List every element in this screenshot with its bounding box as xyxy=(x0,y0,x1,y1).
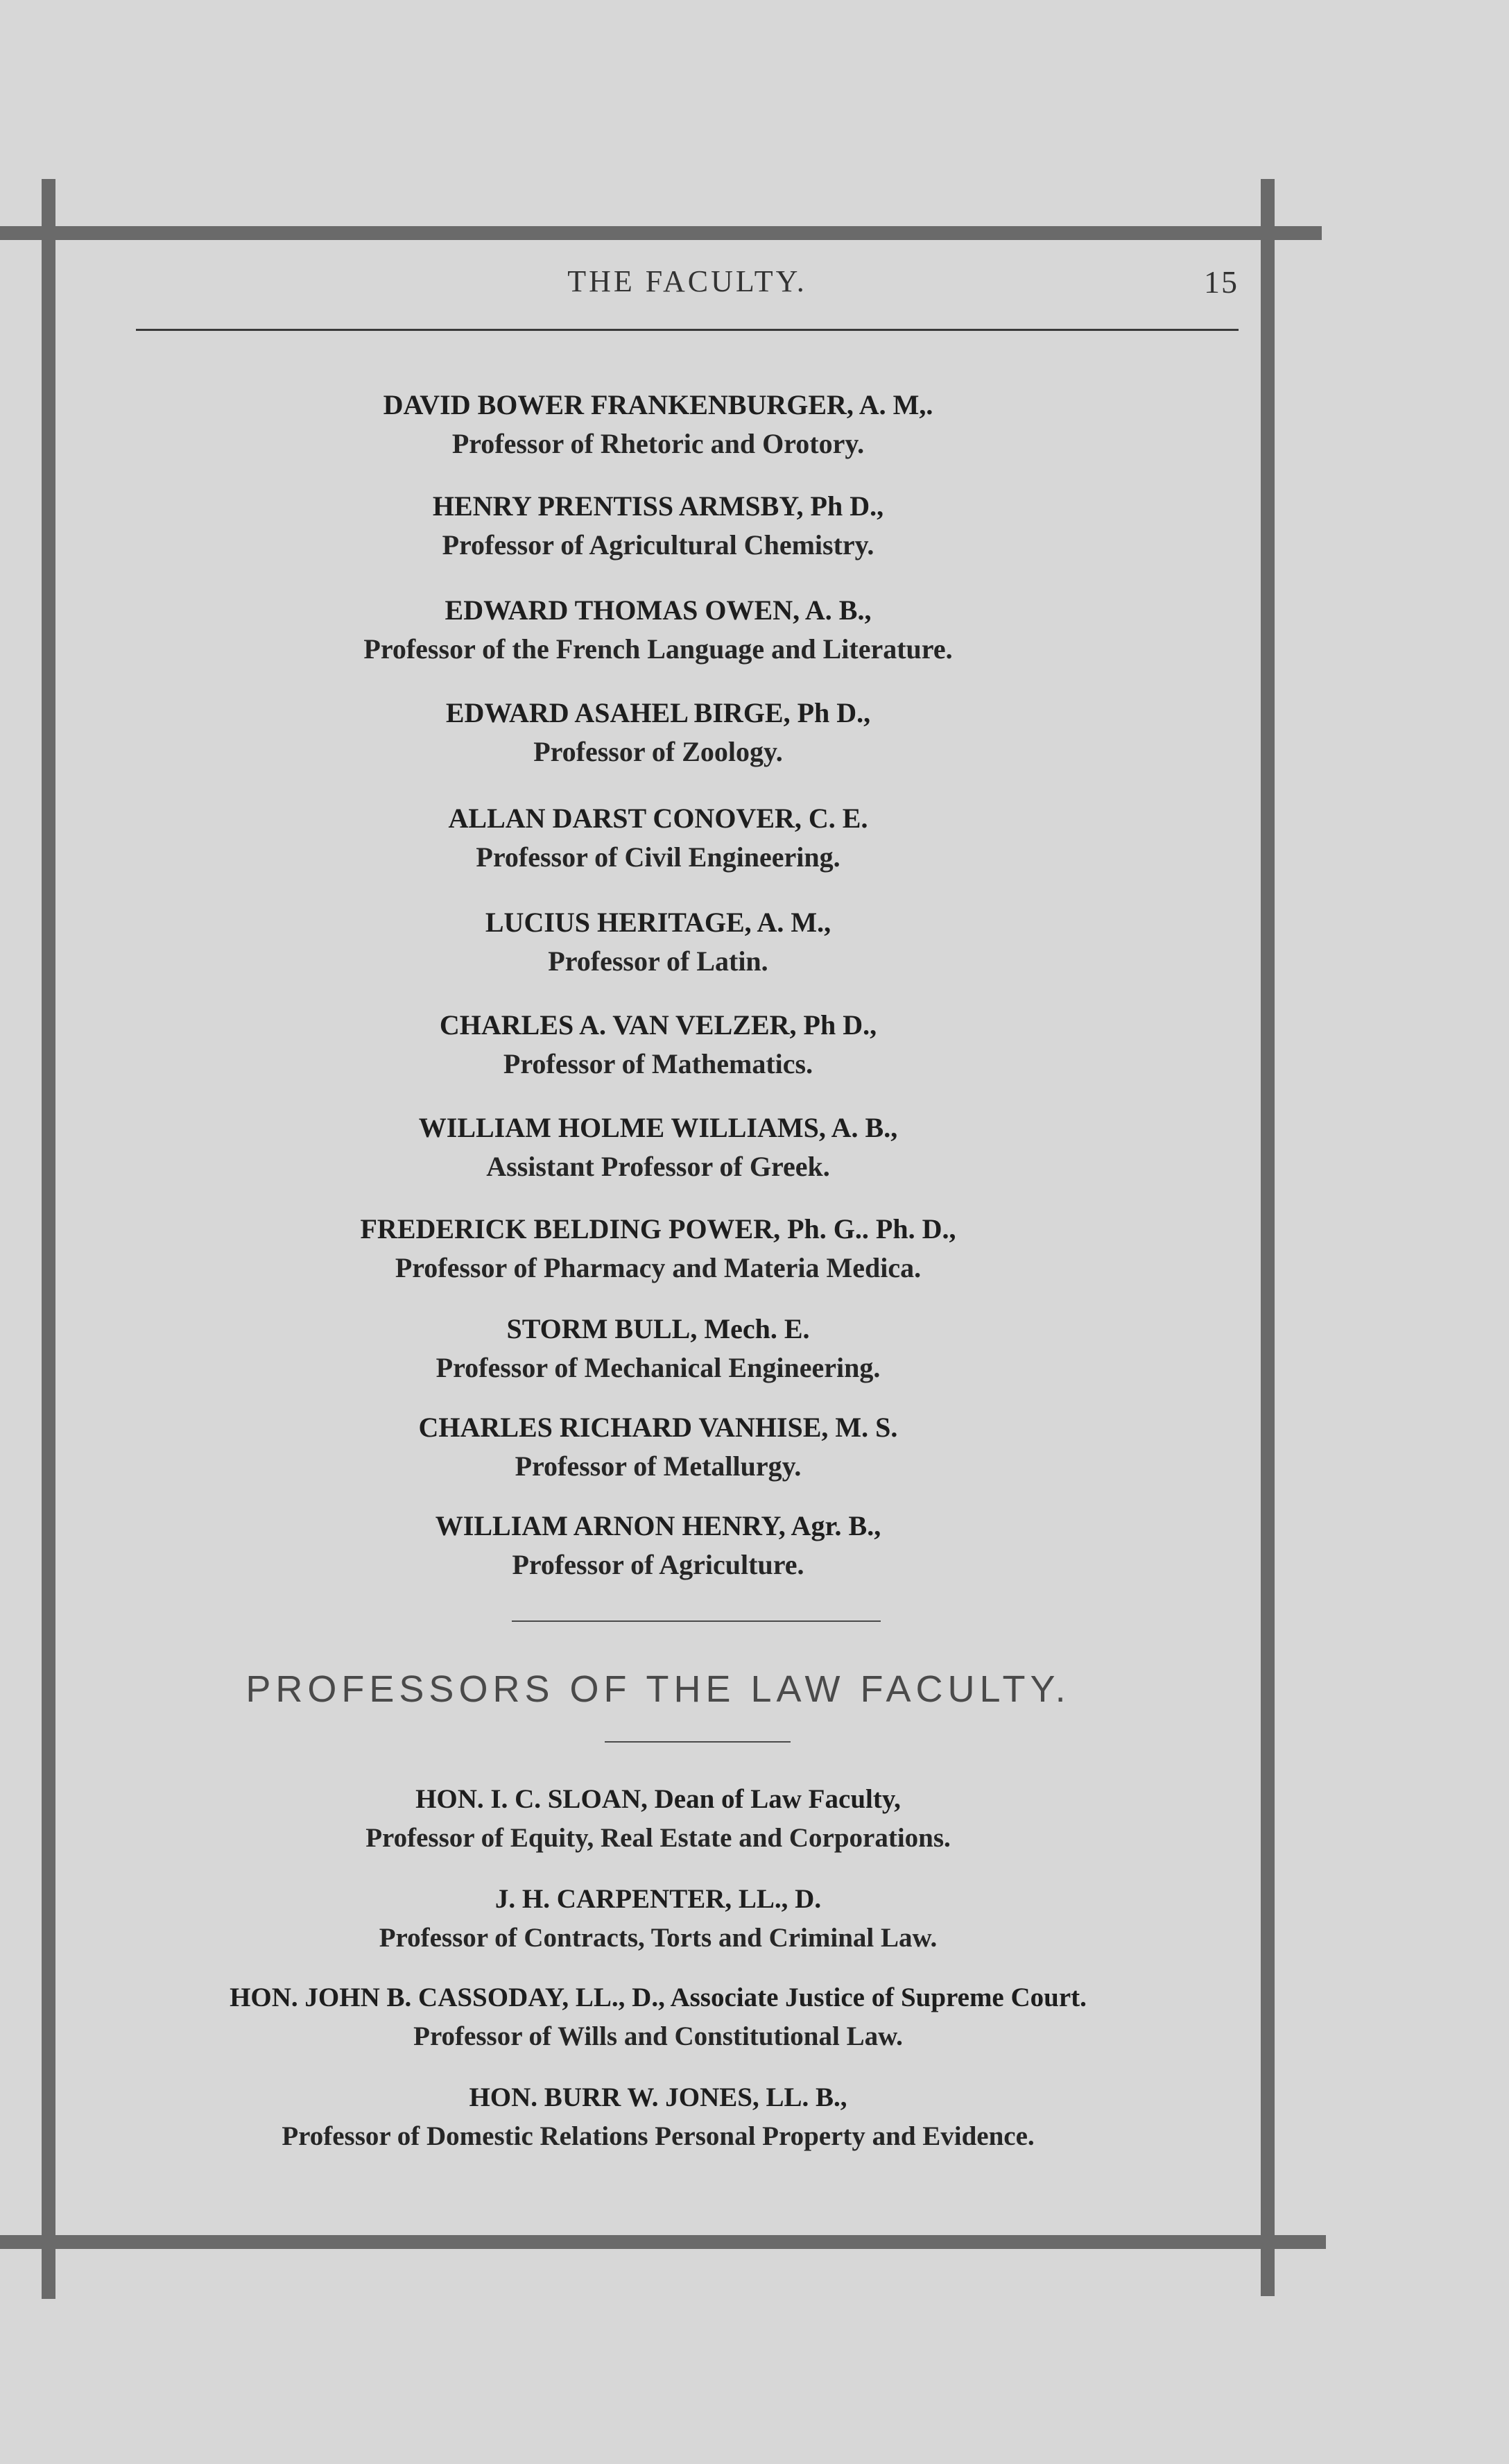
faculty-title: Professor of Pharmacy and Materia Medica. xyxy=(395,1252,922,1283)
faculty-name: EDWARD ASAHEL BIRGE, Ph D., xyxy=(445,697,871,728)
page-header xyxy=(136,264,1239,312)
faculty-entry xyxy=(55,694,1261,771)
faculty-name: STORM BULL, Mech. E. xyxy=(506,1313,810,1344)
faculty-name: FREDERICK BELDING POWER, Ph. G.. Ph. D., xyxy=(360,1213,956,1244)
law-faculty-name: HON. I. C. SLOAN, Dean of Law Faculty, xyxy=(415,1784,901,1814)
faculty-name: WILLIAM HOLME WILLIAMS, A. B., xyxy=(418,1112,898,1143)
frame-rule-bottom xyxy=(0,2235,1326,2249)
faculty-entry xyxy=(55,799,1261,877)
frame-rule-left xyxy=(42,179,55,2299)
faculty-title: Professor of Metallurgy. xyxy=(515,1451,802,1482)
law-faculty-entry xyxy=(55,1880,1261,1958)
faculty-entry xyxy=(55,1006,1261,1084)
faculty-name: LUCIUS HERITAGE, A. M., xyxy=(485,907,831,938)
faculty-entry xyxy=(55,386,1261,463)
faculty-entry xyxy=(55,487,1261,565)
faculty-title: Professor of Rhetoric and Orotory. xyxy=(451,428,865,459)
running-head: THE FACULTY. xyxy=(567,264,807,298)
faculty-title: Professor of Mechanical Engineering. xyxy=(436,1352,881,1383)
law-faculty-entry xyxy=(55,1780,1261,1858)
faculty-name: CHARLES RICHARD VANHISE, M. S. xyxy=(418,1412,898,1443)
law-faculty-title: Professor of Contracts, Torts and Criminal Law. xyxy=(379,1923,938,1953)
faculty-title: Professor of the French Language and Literature. xyxy=(363,633,953,665)
law-faculty-title: Professor of Wills and Constitutional Law. xyxy=(413,2021,903,2051)
law-faculty-name: HON. JOHN B. CASSODAY, LL., D., Associate Justice of Supreme Court. xyxy=(230,1983,1087,2012)
frame-rule-top xyxy=(0,226,1322,240)
faculty-entry xyxy=(55,1210,1261,1287)
faculty-name: EDWARD THOMAS OWEN, A. B., xyxy=(445,594,872,626)
faculty-name: HENRY PRENTISS ARMSBY, Ph D., xyxy=(432,490,884,522)
faculty-title: Professor of Agriculture. xyxy=(512,1549,804,1580)
faculty-entry xyxy=(55,903,1261,981)
faculty-title: Professor of Mathematics. xyxy=(503,1048,813,1079)
faculty-name: DAVID BOWER FRANKENBURGER, A. M,. xyxy=(383,389,933,420)
faculty-name: CHARLES A. VAN VELZER, Ph D., xyxy=(439,1009,877,1041)
faculty-title: Professor of Civil Engineering. xyxy=(476,841,840,873)
faculty-title: Professor of Zoology. xyxy=(533,736,783,767)
heading-underline xyxy=(605,1741,791,1743)
law-faculty-name: J. H. CARPENTER, LL., D. xyxy=(494,1884,822,1914)
faculty-name: ALLAN DARST CONOVER, C. E. xyxy=(448,803,868,834)
faculty-entry xyxy=(55,1310,1261,1387)
faculty-entry xyxy=(55,1109,1261,1186)
law-faculty-entry xyxy=(55,2078,1261,2156)
frame-rule-right xyxy=(1261,179,1275,2296)
faculty-entry xyxy=(55,1507,1261,1584)
faculty-entry xyxy=(55,1408,1261,1486)
faculty-title: Professor of Agricultural Chemistry. xyxy=(442,529,874,561)
section-divider xyxy=(512,1620,881,1622)
law-faculty-heading: PROFESSORS OF THE LAW FACULTY. xyxy=(245,1668,1071,1710)
faculty-name: WILLIAM ARNON HENRY, Agr. B., xyxy=(435,1510,881,1541)
faculty-entry xyxy=(55,591,1261,669)
law-faculty-title: Professor of Domestic Relations Personal Property and Evidence. xyxy=(282,2121,1035,2151)
header-rule xyxy=(136,329,1239,331)
law-faculty-title: Professor of Equity, Real Estate and Corporations. xyxy=(365,1823,951,1853)
law-faculty-entry xyxy=(55,1978,1261,2056)
page-number: 15 xyxy=(1204,264,1239,300)
law-faculty-name: HON. BURR W. JONES, LL. B., xyxy=(469,2082,847,2112)
faculty-title: Assistant Professor of Greek. xyxy=(486,1151,830,1182)
faculty-title: Professor of Latin. xyxy=(548,946,768,977)
